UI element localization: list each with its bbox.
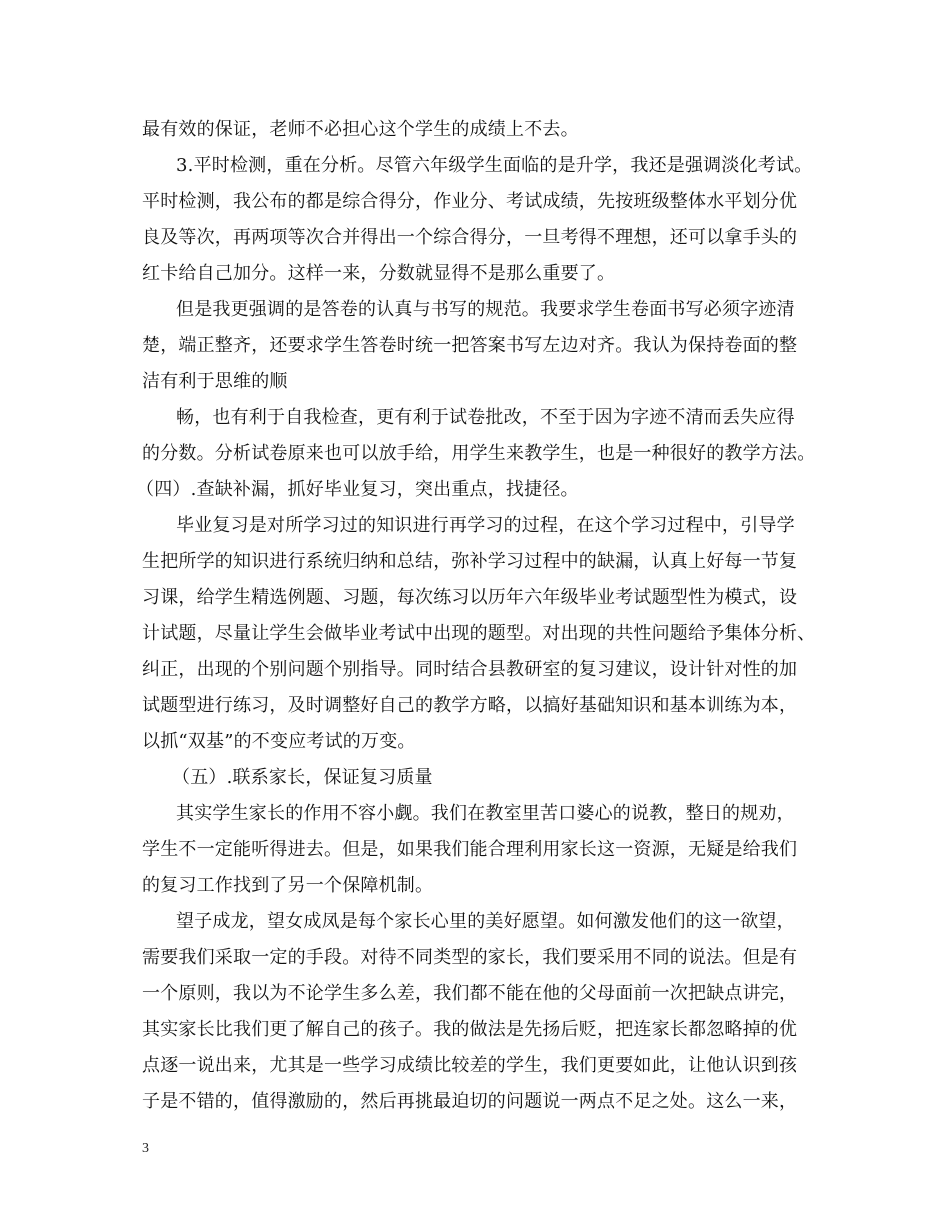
text-line: 子是不错的，值得激励的，然后再挑最迫切的问题说一两点不足之处。这么一来， — [142, 1091, 798, 1112]
section-heading: （五）.联系家长，保证复习质量 — [172, 767, 433, 788]
text-line: 的分数。分析试卷原来也可以放手给，用学生来教学生，也是一种很好的教学方法。 — [142, 443, 816, 464]
text-line: 洁有利于思维的顺 — [142, 371, 288, 392]
text-line: 的复习工作找到了另一个保障机制。 — [142, 875, 434, 896]
text-line: 学生不一定能听得进去。但是，如果我们能合理利用家长这一资源，无疑是给我们 — [142, 839, 798, 860]
text-line: 楚，端正整齐，还要求学生答卷时统一把答案书写左边对齐。我认为保持卷面的整 — [142, 335, 798, 356]
text-line: 纠正，出现的个别问题个别指导。同时结合县教研室的复习建议，设计针对性的加 — [142, 659, 798, 680]
text-line: 红卡给自己加分。这样一来，分数就显得不是那么重要了。 — [142, 263, 616, 284]
text-line: 毕业复习是对所学习过的知识进行再学习的过程，在这个学习过程中，引导学 — [176, 515, 795, 536]
text-line: 平时检测，我公布的都是综合得分，作业分、考试成绩，先按班级整体水平划分优 — [142, 191, 798, 212]
text-line: 望子成龙，望女成凤是每个家长心里的美好愿望。如何激发他们的这一欲望， — [176, 911, 795, 932]
text-line: 但是我更强调的是答卷的认真与书写的规范。我要求学生卷面书写必须字迹清 — [176, 299, 795, 320]
section-heading: （四）.查缺补漏，抓好毕业复习，突出重点，找捷径。 — [136, 479, 579, 500]
text-line: 习课，给学生精选例题、习题，每次练习以历年六年级毕业考试题型性为模式，设 — [142, 587, 798, 608]
text-line: 其实学生家长的作用不容小觑。我们在教室里苦口婆心的说教，整日的规劝， — [176, 803, 795, 824]
text-line: 最有效的保证，老师不必担心这个学生的成绩上不去。 — [142, 119, 579, 140]
text-line: 3.平时检测，重在分析。尽管六年级学生面临的是升学，我还是强调淡化考试。 — [176, 155, 813, 176]
text-line: 以抓“双基”的不变应考试的万变。 — [142, 731, 416, 752]
text-line: 一个原则，我以为不论学生多么差，我们都不能在他的父母面前一次把缺点讲完， — [142, 983, 798, 1004]
text-line: 点逐一说出来，尤其是一些学习成绩比较差的学生，我们更要如此，让他认识到孩 — [142, 1055, 798, 1076]
text-line: 试题型进行练习，及时调整好自己的教学方略，以搞好基础知识和基本训练为本， — [142, 695, 798, 716]
text-line: 畅，也有利于自我检查，更有利于试卷批改，不至于因为字迹不清而丢失应得 — [176, 407, 795, 428]
page-number: 3 — [142, 1141, 149, 1156]
text-line: 良及等次，再两项等次合并得出一个综合得分，一旦考得不理想，还可以拿手头的 — [142, 227, 798, 248]
text-line: 生把所学的知识进行系统归纳和总结，弥补学习过程中的缺漏，认真上好每一节复 — [142, 551, 798, 572]
text-line: 需要我们采取一定的手段。对待不同类型的家长，我们要采用不同的说法。但是有 — [142, 947, 798, 968]
text-line: 计试题，尽量让学生会做毕业考试中出现的题型。对出现的共性问题给予集体分析、 — [142, 623, 816, 644]
text-line: 其实家长比我们更了解自己的孩子。我的做法是先扬后贬，把连家长都忽略掉的优 — [142, 1019, 798, 1040]
